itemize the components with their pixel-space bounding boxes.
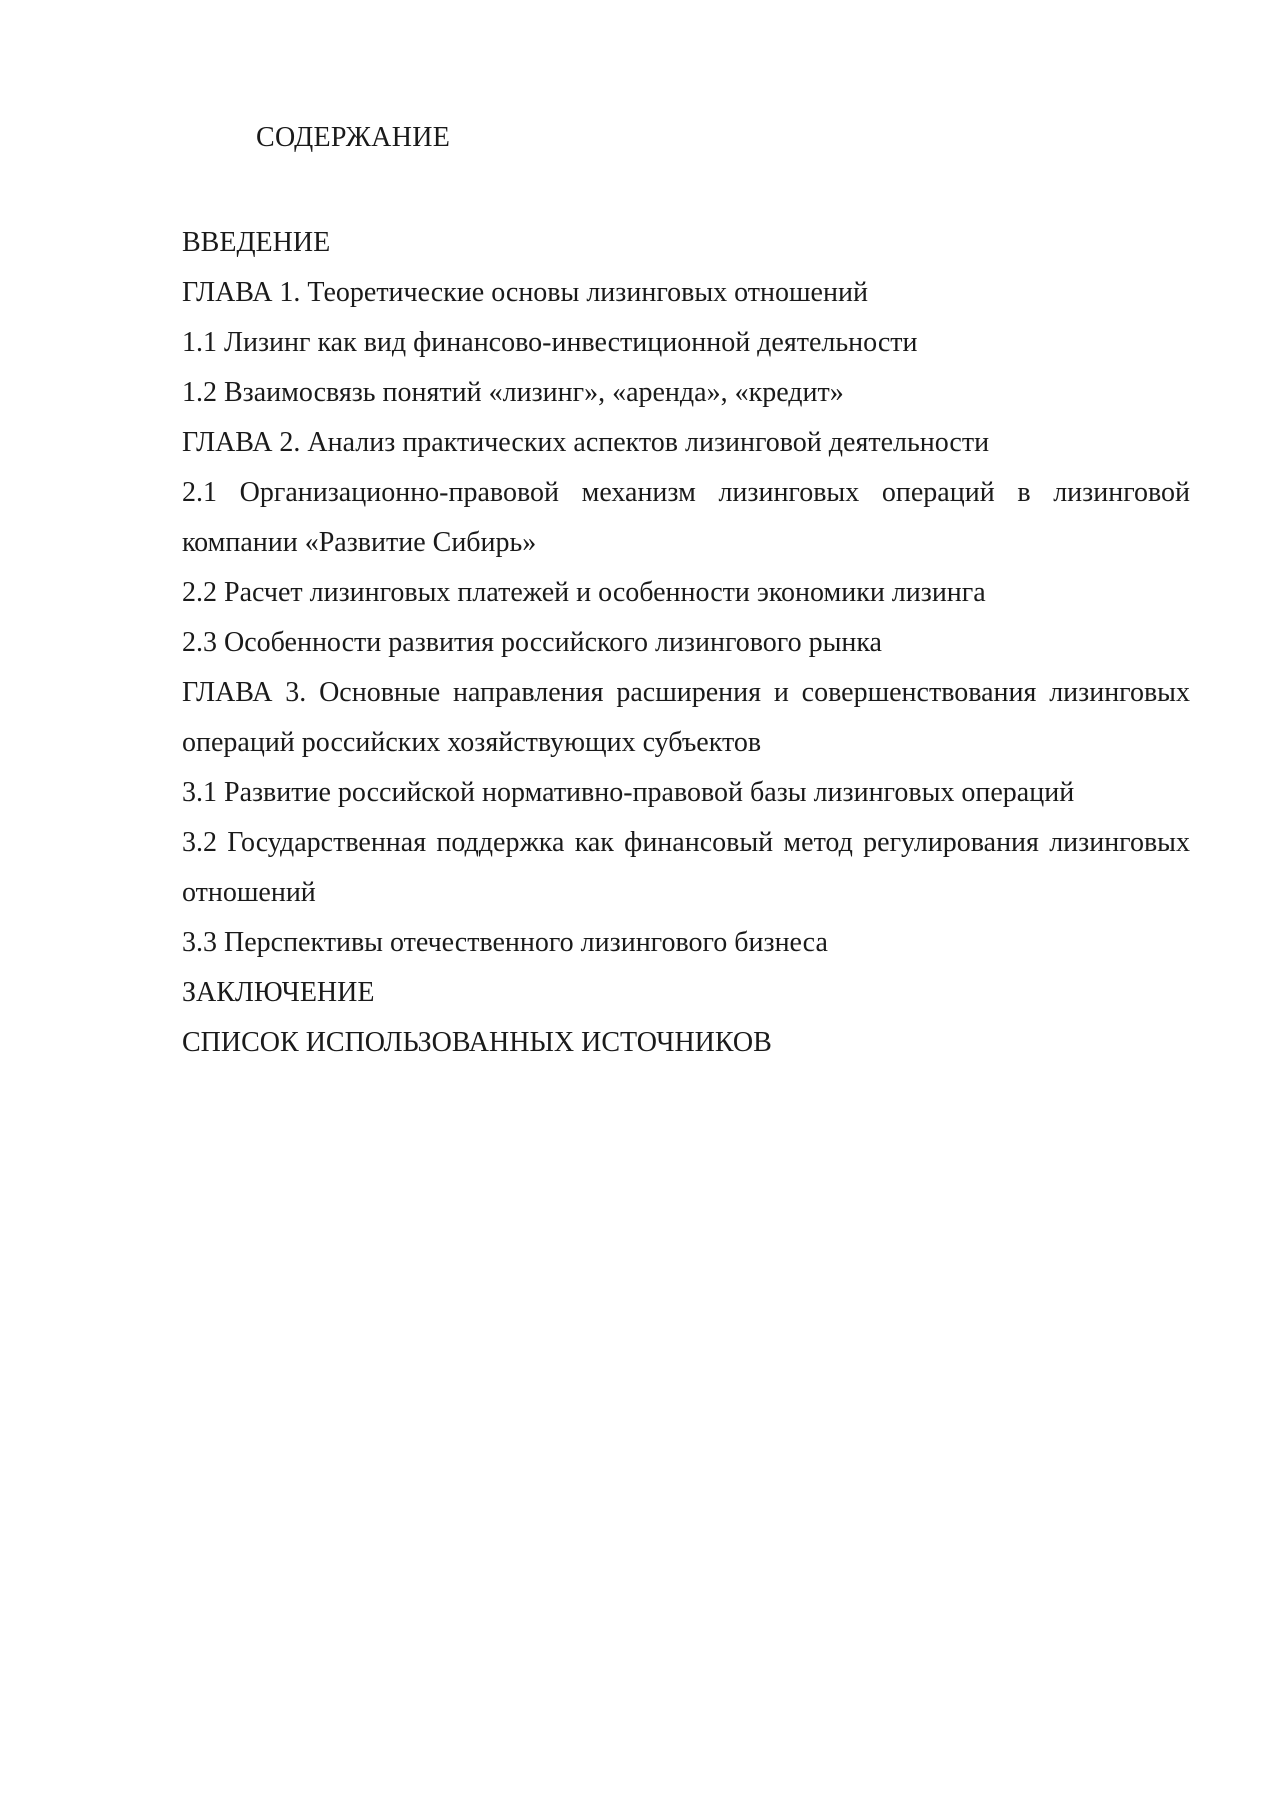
toc-entry-3-2: 3.2 Государственная поддержка как финансовый метод регулирования лизинговых отношений	[182, 827, 1190, 908]
toc-entry-references: СПИСОК ИСПОЛЬЗОВАННЫХ ИСТОЧНИКОВ	[182, 1027, 772, 1058]
toc-entry-chapter-3: ГЛАВА 3. Основные направления расширения и совершенствования лизинговых операций российских хозяйствующих субъектов	[182, 677, 1190, 758]
toc-list	[182, 218, 1190, 1068]
toc-entry-3-3: 3.3 Перспективы отечественного лизингового бизнеса	[182, 927, 828, 958]
toc-entry-chapter-1: ГЛАВА 1. Теоретические основы лизинговых отношений	[182, 277, 868, 308]
toc-entry-3-1: 3.1 Развитие российской нормативно-правовой базы лизинговых операций	[182, 777, 1075, 808]
toc-entry-1-2: 1.2 Взаимосвязь понятий «лизинг», «аренда», «кредит»	[182, 377, 844, 408]
toc-entry-introduction: ВВЕДЕНИЕ	[182, 227, 331, 258]
toc-entry-2-3: 2.3 Особенности развития российского лизингового рынка	[182, 627, 882, 658]
toc-title: СОДЕРЖАНИЕ	[256, 122, 451, 153]
toc-entry-2-2: 2.2 Расчет лизинговых платежей и особенности экономики лизинга	[182, 577, 986, 608]
toc-entry-conclusion: ЗАКЛЮЧЕНИЕ	[182, 977, 375, 1008]
toc-entry-1-1: 1.1 Лизинг как вид финансово-инвестиционной деятельности	[182, 327, 918, 358]
toc-entry-chapter-2: ГЛАВА 2. Анализ практических аспектов лизинговой деятельности	[182, 427, 990, 458]
toc-entry-2-1: 2.1 Организационно-правовой механизм лизинговых операций в лизинговой компании «Развитие Сибирь»	[182, 477, 1190, 558]
